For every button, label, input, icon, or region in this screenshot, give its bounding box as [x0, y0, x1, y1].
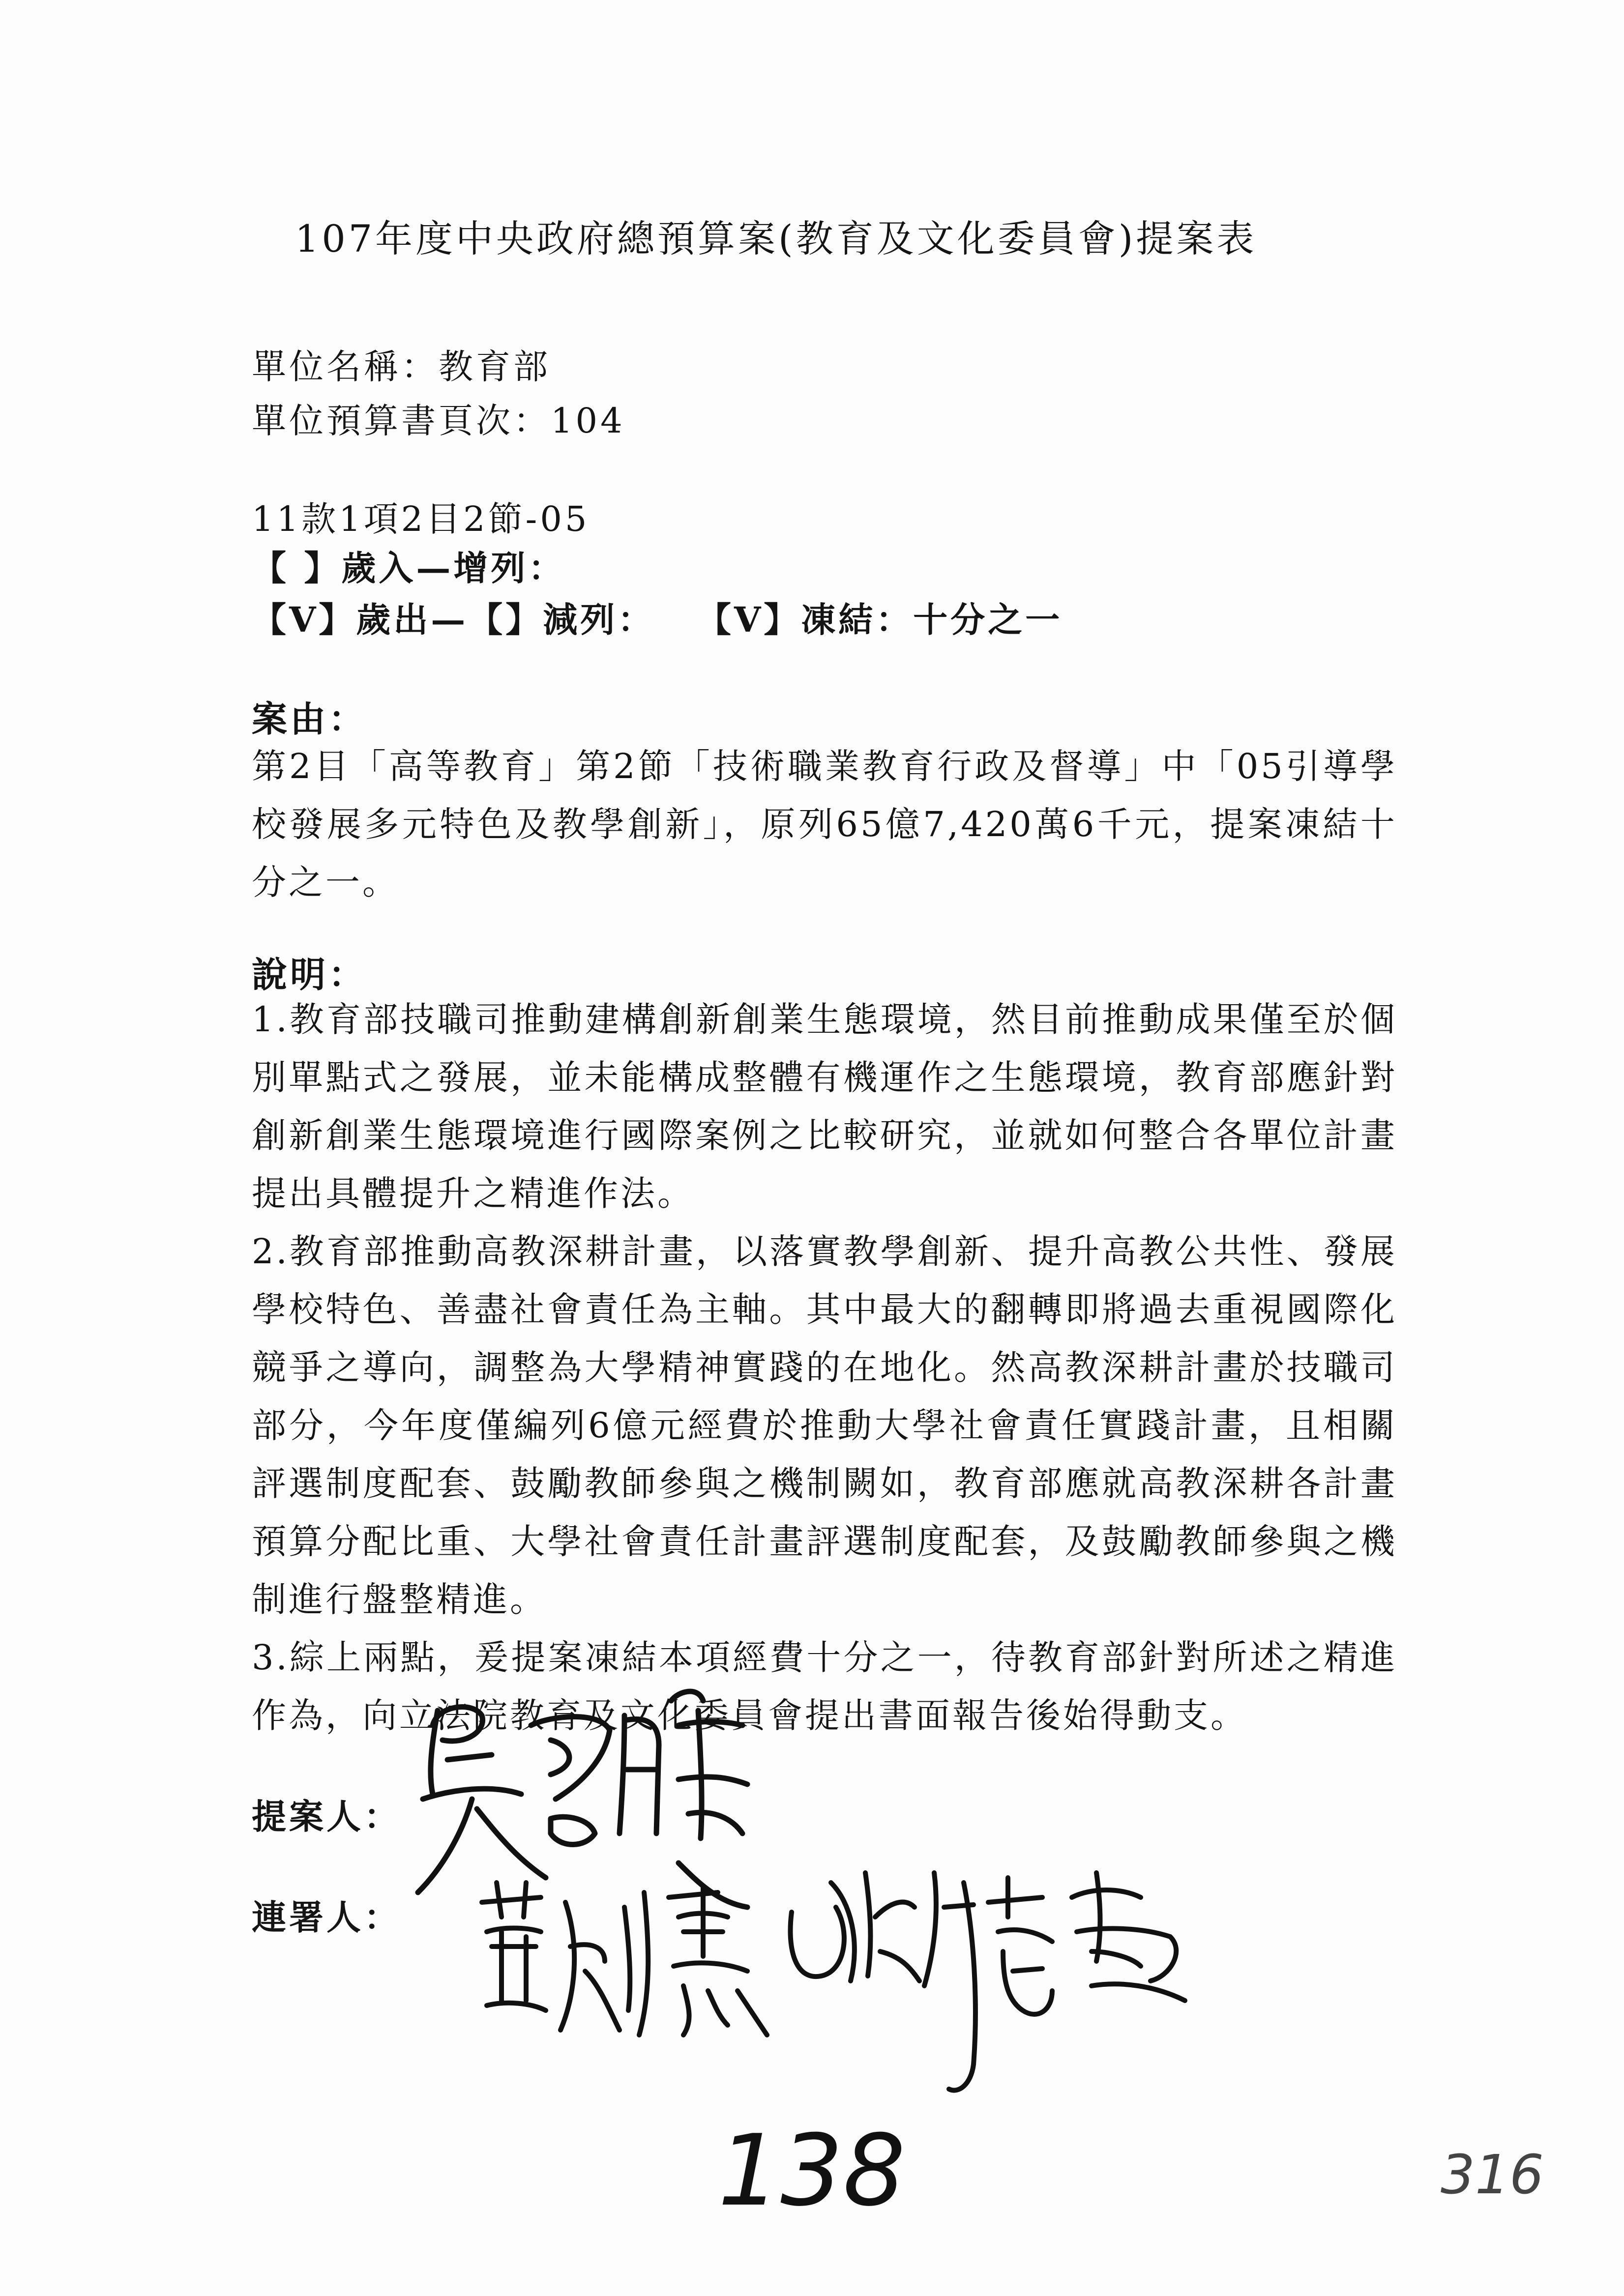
cosigner-signature-1	[472, 1873, 777, 2060]
proposer-label: 提案人：	[252, 1796, 401, 1837]
cosigner-signature-2	[777, 1853, 1200, 2099]
unit-name-line	[252, 339, 551, 389]
explanation-point-2: 2.教育部推動高教深耕計畫，以落實教學創新、提升高教公共性、發展學校特色、善盡社會責任為主軸。其中最大的翻轉即將過去重視國際化競爭之導向，調整為大學精神實踐的在地化。然高教深耕計畫於技職司部分，今年度僅編列6億元經費於推動大學社會責任實踐計畫，且相關評選制度配套、鼓勵教師參與之機制闕如，教育部應就高教深耕各計畫預算分配比重、大學社會責任計畫評選制度配套，及鼓勵教師參與之機制進行盤整精進。	[252, 1231, 1397, 1620]
item-code: 11款1項2目2節-05	[252, 499, 590, 539]
cosigner-label: 連署人：	[252, 1897, 401, 1938]
handwritten-page-number: 138	[718, 2114, 906, 2228]
expenditure-reduce-option: 【V】歲出—【】減列：	[252, 599, 655, 640]
explanation-point-3: 3.綜上兩點，爰提案凍結本項經費十分之一，待教育部針對所述之精進作為，向立法院教育及文化委員會提出書面報告後始得動支。	[252, 1637, 1397, 1736]
expenditure-option	[252, 592, 1063, 642]
unit-page-label: 單位預算書頁次：	[252, 401, 551, 441]
reason-heading: 案由：	[252, 698, 367, 740]
reason-text	[252, 737, 1397, 911]
document-title: 107年度中央政府總預算案(教育及文化委員會)提案表	[295, 217, 1257, 261]
explanation-point-1: 1.教育部技職司推動建構創新創業生態環境，然目前推動成果僅至於個別單點式之發展，並未能構成整體有機運作之生態環境，教育部應針對創新創業生態環境進行國際案例之比較研究，並就如何整合各單位計畫提出具體提升之精進作法。	[252, 999, 1397, 1214]
explanation-text	[252, 990, 1397, 1744]
reason-paragraph: 第2目「高等教育」第2節「技術職業教育行政及督導」中「05引導學校發展多元特色及教學創新」，原列65億7,420萬6千元，提案凍結十分之一。	[252, 746, 1397, 902]
unit-page-line	[252, 393, 625, 443]
corner-number: 316	[1441, 2143, 1544, 2206]
explanation-heading: 說明：	[252, 954, 367, 995]
unit-name-label: 單位名稱：	[252, 347, 439, 387]
unit-name-value: 教育部	[439, 347, 551, 387]
unit-page-value: 104	[551, 401, 625, 441]
revenue-option: 【 】歲入—增列：	[252, 548, 566, 588]
freeze-option: 【V】凍結：十分之一	[697, 599, 1063, 640]
